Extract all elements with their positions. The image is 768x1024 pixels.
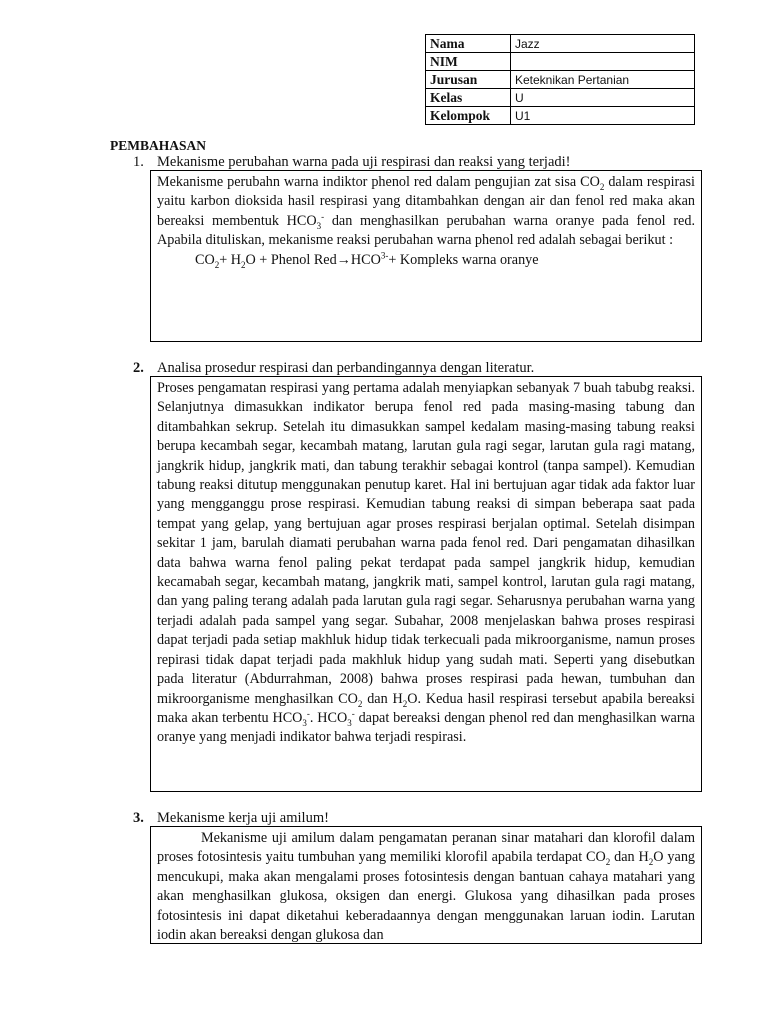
answer-box-2 [150,376,702,792]
superscript: - [306,708,310,719]
subscript: 2 [214,259,220,270]
info-label: Jurusan [426,71,511,89]
question-2 [133,360,534,377]
superscript: - [351,708,355,719]
question-number: 3. [133,810,144,826]
question-text: Analisa prosedur respirasi dan perbandingannya dengan literatur. [157,360,535,376]
superscript: 3- [380,249,389,260]
subscript: 2 [648,857,654,868]
reaction-equation [157,251,695,270]
info-row-kelas [426,89,695,107]
question-1 [133,154,571,171]
text-run: CO [195,251,215,268]
text-run: O yang mencukupi, maka akan mengalami proses fotosintesis dengan bantuan cahaya matahari yang akan menghasilkan glukosa, oksigen dan energi. Glukosa yang dihasilkan pada proses fotosintesis ini dapat diketahui keberadaannya dengan menggunakan laruan iodin. Larutan iodin akan bereaksi dengan glukosa dan [157,849,696,944]
info-row-nama [426,35,695,53]
arrow-icon: → [336,251,351,268]
subscript: 2 [605,857,611,868]
subscript: 3 [302,717,307,728]
text-run: + H [219,251,242,268]
question-number: 1. [133,154,144,170]
text-run: O + Phenol Red [245,251,337,268]
info-value: U [511,89,695,107]
text-run: . HCO [309,709,348,726]
subscript: 3 [347,717,352,728]
question-text: Mekanisme perubahan warna pada uji respirasi dan reaksi yang terjadi! [157,154,571,170]
section-heading: PEMBAHASAN [110,138,207,153]
info-label: Nama [426,35,511,53]
subscript: 2 [357,698,363,709]
text-run: Mekanisme uji amilum dalam pengamatan peranan sinar matahari dan klorofil dalam proses fotosintesis yaitu tumbuhan yang memiliki klorofil apabila terdapat CO [157,830,695,866]
info-label: Kelas [426,89,511,107]
info-value: Jazz [511,35,695,53]
answer-paragraph [157,173,695,251]
question-text: Mekanisme kerja uji amilum! [157,810,329,826]
answer-box-3 [150,826,702,944]
subscript: 2 [599,181,605,192]
text-run: O. Kedua hasil respirasi tersebut apabila bereaksi maka akan terbentu HCO [157,690,695,726]
superscript: - [321,211,325,222]
question-number: 2. [133,360,144,376]
info-value: U1 [511,107,695,125]
text-run: dan menghasilkan perubahan warna oranye pada fenol red. Apabila dituliskan, mekanisme reaksi perubahan warna phenol red adalah sebagai berikut : [157,212,695,249]
student-info-table [425,34,695,125]
answer-box-1 [150,170,702,342]
text-run: + Kompleks warna oranye [388,251,539,268]
question-3 [133,810,329,827]
info-row-jurusan [426,71,695,89]
answer-paragraph [157,379,695,748]
text-run: dan H [362,690,403,707]
text-run: Proses pengamatan respirasi yang pertama adalah menyiapkan sebanyak 7 buah tabubg reaksi. Selanjutnya dimasukkan indikator berupa fenol red pada masing-masing tabung dan ditambahkan sekrup. Setelah itu dimasukkan sampel kedalam masing-masing tabung reaksi berupa kecambah segar, kecambah matang, larutan gula ragi segar, larutan gula ragi matang, jangkrik hidup, jangkrik mati, dan tabung terakhir sebagai kontrol (tanpa sampel). Kemudian tabung reaksi ditutup menggunakan penutup karet. Hal ini bertujuan agar tidak ada faktor luar yang mengganggu prose respirasi. Kemudian tabung reaksi di simpan beberapa saat pada tempat yang gelap, yang bertujuan agar proses respirasi berjalan optimal. Setelah disimpan sekitar 1 jam, barulah diamati perubahan warna pada fenol red. Dari pengamatan dihasilkan data bahwa warna fenol paling pekat terdapat pada sampel jangkrik hidup, kemudian kecamabah segar, kecambah matang, jangkrik mati, sampel kontrol, larutan gula ragi matang, dan yang paling terang adalah pada larutan gula ragi segar. Seharusnya perubahan warna yang terjadi adalah pada sampel yang segar. Subahar, 2008 menjelaskan bahwa proses respirasi dapat terjadi pada setiap makhluk hidup tidak terkecuali pada mikroorganisme, namun proses repirasi tidak dapat terjadi pada makhluk hidup yang sudah mati. Seperti yang disebutkan pada literatur (Abdurrahman, 2008) bahwa proses respirasi pada hewan, tumbuhan dan mikroorganisme menghasilkan CO [157,380,695,707]
info-label: Kelompok [426,107,511,125]
text-run: dan H [610,849,649,866]
text-run: dalam respirasi yaitu karbon dioksida hasil respirasi yang ditambahkan dengan air dan fenol red maka akan bereaksi membentuk HCO [157,174,695,229]
info-value [511,53,695,71]
text-run: HCO [350,251,381,268]
subscript: 2 [241,259,246,270]
subscript: 3 [316,220,322,231]
info-value: Keteknikan Pertanian [511,71,695,89]
text-run: Mekanisme perubahn warna indiktor phenol red dalam pengujian zat sisa CO [157,174,600,190]
info-row-kelompok [426,107,695,125]
text-run: dapat bereaksi dengan phenol red dan menghasilkan warna oranye yang menjadi indikator bahwa terjadi respirasi. [157,709,695,746]
info-row-nim [426,53,695,71]
info-label: NIM [426,53,511,71]
answer-paragraph [157,829,695,944]
subscript: 2 [402,698,408,709]
